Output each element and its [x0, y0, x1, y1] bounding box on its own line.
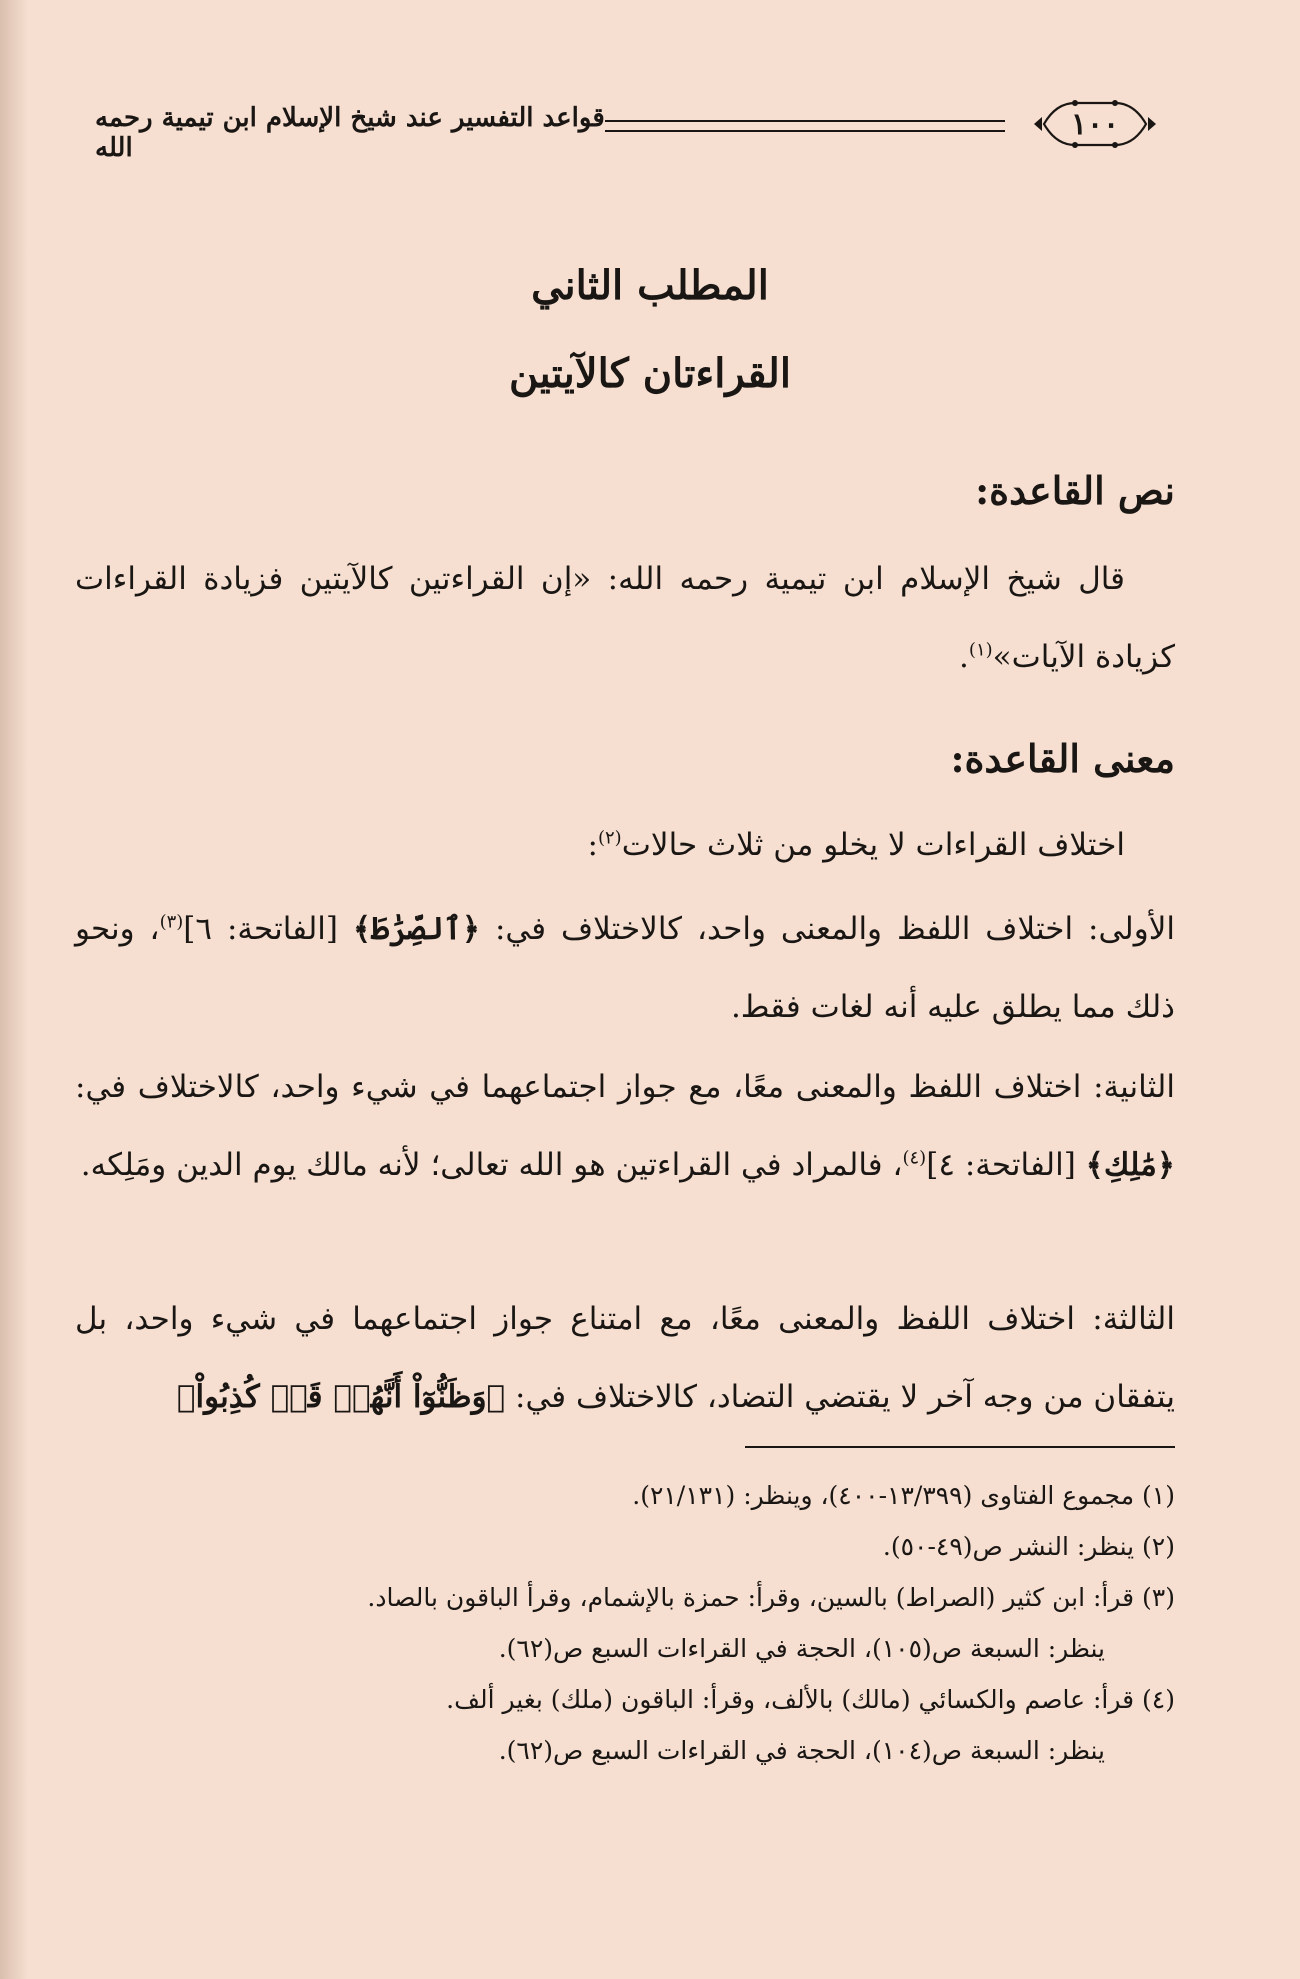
case-two-citation: [الفاتحة: ٤]: [926, 1147, 1086, 1183]
footnote-3-continued: ينظر: السبعة ص(١٠٥)، الحجة في القراءات السبع ص(٦٢).: [498, 1634, 1105, 1663]
meaning-label: معنى القاعدة:: [950, 736, 1175, 781]
rule-text-label: نص القاعدة:: [975, 468, 1175, 513]
rule-quote: قال شيخ الإسلام ابن تيمية رحمه الله: «إن القراءتين كالآيتين فزيادة القراءات كزيادة الآيات»: [75, 561, 1175, 675]
footnote-ref-2[interactable]: (٢): [597, 827, 622, 849]
footnote-ref-4[interactable]: (٤): [902, 1147, 927, 1169]
footnote-ref-1[interactable]: (١): [968, 639, 993, 661]
case-one-citation: [الفاتحة: ٦]: [183, 911, 353, 947]
footnote-2: (٢) ينظر: النشر ص(٤٩-٥٠).: [882, 1532, 1175, 1561]
case-one-text-end: ، ونحو ذلك مما يطلق عليه أنه لغات فقط.: [75, 911, 1175, 1025]
section-heading: المطلب الثاني: [531, 262, 769, 309]
footnote-1: (١) مجموع الفتاوى (١٣/٣٩٩-٤٠٠)، وينظر: (٢١/١٣١).: [632, 1481, 1175, 1510]
case-three-paragraph: [75, 1280, 1175, 1436]
meaning-intro-end: :: [587, 827, 598, 863]
page-header: [95, 95, 1160, 165]
footnote-4: (٤) قرأ: عاصم والكسائي (مالك) بالألف، وقرأ: الباقون (ملك) بغير ألف.: [446, 1685, 1175, 1714]
footnote-divider: [745, 1446, 1175, 1448]
rule-quote-end: .: [959, 639, 969, 675]
quran-verse-kudhibu: ﴿وَظَنُّوٓاْ أَنَّهُمۡ قَدۡ كُذِبُواْ﴾: [176, 1379, 506, 1415]
footnote-3: (٣) قرأ: ابن كثير (الصراط) بالسين، وقرأ: حمزة بالإشمام، وقرأ الباقون بالصاد.: [367, 1583, 1175, 1612]
page-number: ١٠٠: [1070, 106, 1120, 142]
rule-quote-paragraph: [75, 540, 1175, 696]
case-one-paragraph: [75, 890, 1175, 1046]
quran-verse-sirat: ﴿ٱلصِّرَٰطَ﴾: [352, 911, 481, 947]
quran-verse-malik: ﴿مَٰلِكِ﴾: [1085, 1147, 1175, 1183]
case-two-text-end: ، فالمراد في القراءتين هو الله تعالى؛ لأنه مالك يوم الدين ومَلِكه.: [80, 1147, 903, 1183]
rule-title: القراءتان كالآيتين: [509, 350, 791, 397]
meaning-intro-text: اختلاف القراءات لا يخلو من ثلاث حالات: [621, 827, 1125, 863]
footnote-ref-3[interactable]: (٣): [159, 911, 184, 933]
footnotes: [120, 1470, 1175, 1776]
case-three-text: الثالثة: اختلاف اللفظ والمعنى معًا، مع امتناع جواز اجتماعهما في شيء واحد، بل يتفقان من وجه آخر لا يقتضي التضاد، كالاختلاف في:: [75, 1301, 1175, 1415]
case-one-text: الأولى: اختلاف اللفظ والمعنى واحد، كالاختلاف في:: [480, 911, 1175, 947]
case-two-paragraph: [75, 1048, 1175, 1204]
footnote-4-continued: ينظر: السبعة ص(١٠٤)، الحجة في القراءات السبع ص(٦٢).: [498, 1736, 1105, 1765]
header-divider: [605, 120, 1005, 132]
meaning-intro: [75, 806, 1175, 884]
running-title: قواعد التفسير عند شيخ الإسلام ابن تيمية رحمه الله: [95, 103, 605, 163]
case-two-text: الثانية: اختلاف اللفظ والمعنى معًا، مع جواز اجتماعهما في شيء واحد، كالاختلاف في:: [75, 1069, 1175, 1105]
